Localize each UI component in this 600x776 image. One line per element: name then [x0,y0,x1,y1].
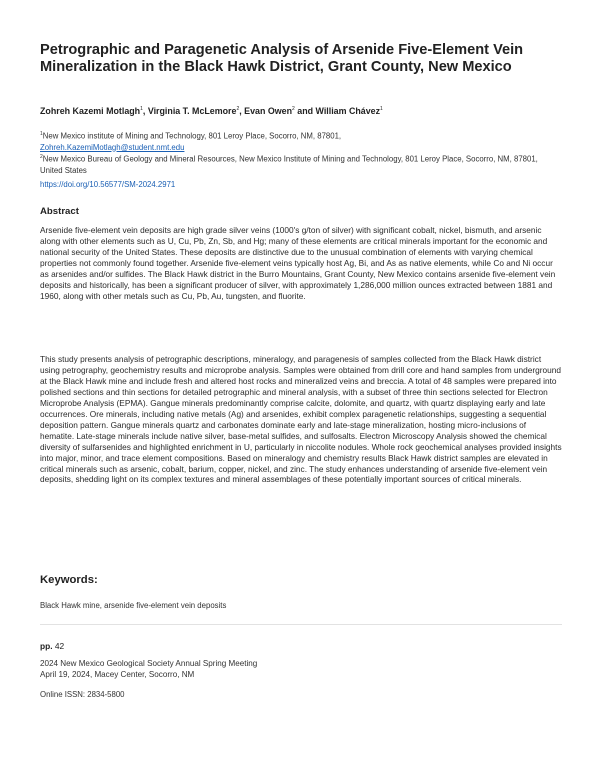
abstract-paragraph-1: Arsenide five-element vein deposits are high grade silver veins (1000's g/ton of silver) with significant cobalt, nickel, bismuth, and arsenic along with other elements such as U, Cu, Pb, Zn, Sb, and Hg; many of these elements are critical minerals important for the economic and national security of the United States. These deposits are distinctive due to the unusual combination of elements with varying chemical properties not commonly found together. Arsenide five-element veins typically host Ag, Bi, and As as native elements, while Co and Ni occur as arsenides and/or sulfides. The Black Hawk district in the Burro Mountains, Grant County, New Mexico contains arsenide five-element vein deposits and historically, has been a significant producer of silver, with approximately 1,286,000 million ounces extracted between 1881 and 1960, along with other metals such as Cu, Pb, Au, tungsten, and fluorite. [40,225,556,301]
paper-title: Petrographic and Paragenetic Analysis of Arsenide Five-Element Vein Mineralization in the Black Hawk District, Grant County, New Mexico [40,42,524,75]
affiliation-sup: 1 [40,131,43,137]
author-sep: , [142,106,148,116]
author-sep: , [239,106,245,116]
page-range [40,641,64,651]
author-sup: 1 [140,106,143,113]
author-sep: and [294,106,316,116]
author-name: Evan Owen [244,106,293,116]
affiliation-2 [40,152,560,176]
doi-link[interactable]: https://doi.org/10.56577/SM-2024.2971 [40,180,176,189]
author-sup: 2 [236,106,240,113]
abstract-heading: Abstract [40,206,79,217]
affiliation-sup: 2 [40,154,43,160]
keywords-heading: Keywords: [40,574,98,586]
author-email-link[interactable]: Zohreh.KazemiMotlagh@student.nmt.edu [40,142,185,152]
author-sup: 1 [380,106,383,113]
author-name: Zohreh Kazemi Motlagh [40,106,141,116]
meeting-line-1: 2024 New Mexico Geological Society Annual Spring Meeting [40,659,258,668]
affiliation-text: New Mexico Bureau of Geology and Mineral Resources, New Mexico Institute of Mining and Technology, 801 Leroy Place, Socorro, NM, 87801, United States [40,154,538,175]
affiliation-text: New Mexico institute of Mining and Technology, 801 Leroy Place, Socorro, NM, 87801, [42,131,342,141]
divider [40,624,562,625]
meeting-line-2: April 19, 2024, Macey Center, Socorro, NM [40,669,195,679]
pages-label: pp. [40,641,53,651]
author-sup: 2 [292,106,295,113]
author-name: William Chávez [315,106,381,116]
issn: Online ISSN: 2834-5800 [40,690,125,699]
abstract-paragraph-2: This study presents analysis of petrographic descriptions, mineralogy, and paragenesis of samples collected from the Black Hawk district using petrography, geochemistry results and microprobe analysis. Samples were obtained from drill core and hand samples from underground at the Black Hawk mine and include fresh and altered host rocks and mineralized veins and breccia. A total of 48 samples were prepared into polished sections and thin sections for detailed petrographic and mineral analysis, with a subset of three thin sections selected for Electron Microprobe Analysis (EPMA). Gangue minerals predominantly comprise calcite, dolomite, and quartz, with quartz displaying early and late occurrences. Ore minerals, including native metals (Ag) and arsenides, exhibit complex paragenetic relationships, suggesting a sequential deposition pattern. Gangue minerals quartz and carbonates dominate early and late-stage mineralization, hosting micro-inclusions of hematite. Late-stage minerals include native silver, base-metal sulfides, and sulfosalts. Electron Microscopy Analysis showed the chemical diversity of sulfarsenides and highlighted enrichment in U, particularly in niccolite nodules. Whole rock geochemical analyses provided insights into major, minor, and trace element compositions. Based on mineralogy and chemistry results Black Hawk district samples are elevated in critical minerals such as arsenic, cobalt, barium, copper, nickel, and zinc. The study enhances understanding of arsenide five-element vein deposits, shedding light on its complex textures and mineral assemblages of these potentially important sources of critical minerals. [40,354,562,485]
affiliation-1 [40,129,560,153]
author-name: Virginia T. McLemore [147,106,237,116]
keywords-text: Black Hawk mine, arsenide five-element vein deposits [40,601,227,610]
pages-value: 42 [54,641,65,651]
meeting-info [40,659,257,680]
author-list [40,106,580,116]
